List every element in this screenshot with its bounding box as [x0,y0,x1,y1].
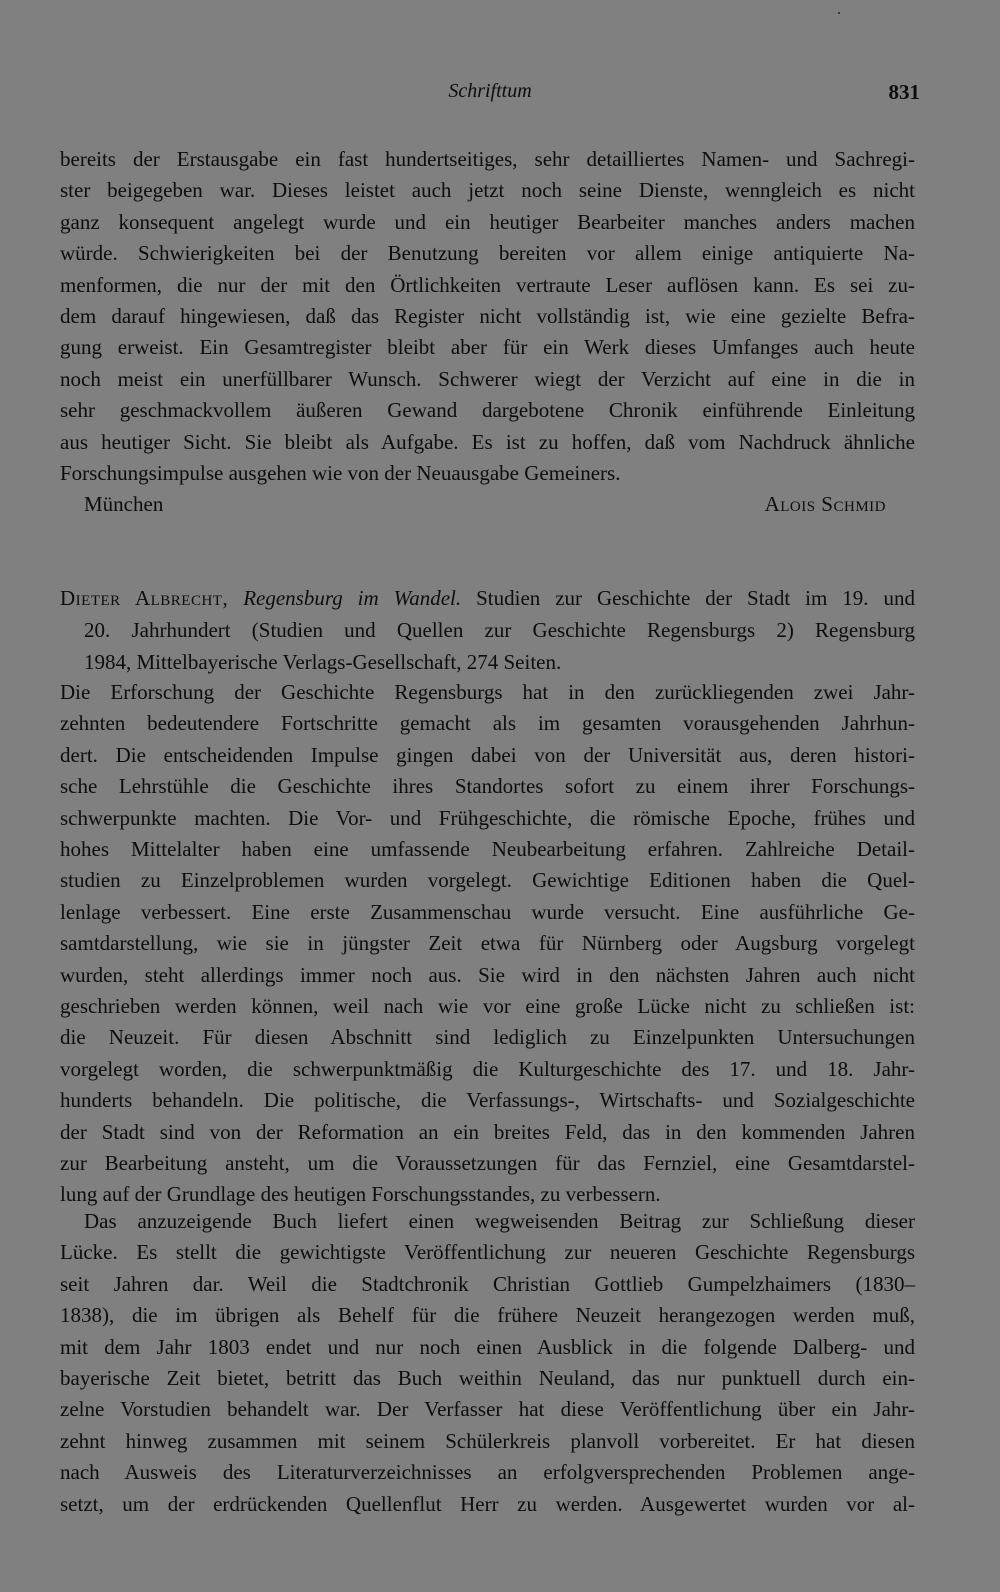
text-line: samtdarstellung, wie sie in jüngster Zeit etwa für Nürnberg oder Augsburg vorgelegt [60,931,915,956]
text-line: lung auf der Grundlage des heutigen Forschungsstandes, zu verbessern. [60,1182,661,1207]
text-line: würde. Schwierigkeiten bei der Benutzung bereiten vor allem einige antiquierte Na- [60,241,915,266]
text-line: Lücke. Es stellt die gewichtigste Veröffentlichung zur neueren Geschichte Regensburgs [60,1240,915,1265]
text-line: bayerische Zeit bietet, betritt das Buch weithin Neuland, das nur punktuell durch ein- [60,1366,915,1390]
text-line: schwerpunkte machten. Die Vor- und Frühgeschichte, die römische Epoche, frühes und [60,805,915,830]
text-line: die Neuzeit. Für diesen Abschnitt sind lediglich zu Einzelpunkten Untersuchungen [60,1025,915,1050]
citation-subtitle: Studien zur Geschichte der Stadt im 19. und [476,586,916,610]
reviewer-name: Alois Schmid [764,492,886,516]
citation-line-3: 1984, Mittelbayerische Verlags-Gesellschaft, 274 Seiten. [84,650,562,674]
citation-title: Regensburg im Wandel. [243,586,462,610]
text-line: der Stadt sind von der Reformation an ein breites Feld, das in den kommenden Jahren [60,1119,915,1144]
reviewer-place: München [84,492,164,516]
citation-line-2: 20. Jahrhundert (Studien und Quellen zur Geschichte Regensburgs 2) Regensburg [84,618,915,642]
text-line: sche Lehrstühle die Geschichte ihres Standortes sofort zu einem ihrer Forschungs- [60,774,915,799]
text-line: vorgelegt worden, die schwerpunktmäßig die Kulturgeschichte des 17. und 18. Jahr- [60,1056,915,1081]
text-line: Das anzuzeigende Buch liefert einen wegweisenden Beitrag zur Schließung dieser [84,1209,915,1233]
text-line: Forschungsimpulse ausgehen wie von der Neuausgabe Gemeiners. [60,461,621,485]
text-line: dert. Die entscheidenden Impulse gingen dabei von der Universität aus, deren histori- [60,742,915,767]
text-line: zehnten bedeutendere Fortschritte gemacht als im gesamten vorausgehenden Jahrhun- [60,711,915,736]
text-line: zelne Vorstudien behandelt war. Der Verfasser hat diese Veröffentlichung über ein Jahr- [60,1397,915,1422]
text-line: lenlage verbessert. Eine erste Zusammenschau wurde versucht. Eine ausführliche Ge- [60,899,915,924]
text-line: seit Jahren dar. Weil die Stadtchronik Christian Gottlieb Gumpelzhaimers (1830– [60,1271,915,1296]
text-line: 1838), die im übrigen als Behelf für die frühere Neuzeit herangezogen werden muß, [60,1303,915,1328]
text-line: menformen, die nur der mit den Örtlichkeiten vertraute Leser auflösen kann. Es sei zu- [60,272,915,297]
text-line: ster beigegeben war. Dieses leistet auch jetzt noch seine Dienste, wenngleich es nicht [60,178,915,203]
text-line: Die Erforschung der Geschichte Regensburgs hat in den zurückliegenden zwei Jahr- [60,680,915,704]
text-line: noch meist ein unerfüllbarer Wunsch. Schwerer wiegt der Verzicht auf eine in die in [60,366,915,391]
text-line: setzt, um der erdrückenden Quellenflut Herr zu werden. Ausgewertet wurden vor al- [60,1491,915,1516]
text-line: mit dem Jahr 1803 endet und nur noch einen Ausblick in die folgende Dalberg- und [60,1334,915,1359]
text-line: zehnt hinweg zusammen mit seinem Schülerkreis planvoll vorbereitet. Er hat diesen [60,1428,915,1453]
text-line: dem darauf hingewiesen, daß das Register nicht vollständig ist, wie eine gezielte Befra- [60,304,915,328]
running-head-title: Schrifttum [448,80,532,102]
text-line: zur Bearbeitung ansteht, um die Voraussetzungen für das Fernziel, eine Gesamtdarstel- [60,1151,915,1175]
text-line: gung erweist. Ein Gesamtregister bleibt aber für ein Werk dieses Umfanges auch heute [60,335,915,360]
citation-author: Dieter Albrecht, [60,586,229,610]
text-line: ganz konsequent angelegt wurde und ein heutiger Bearbeiter manches anders machen [60,209,915,234]
text-line: wurden, steht allerdings immer noch aus. Sie wird in den nächsten Jahren auch nicht [60,962,915,987]
scan-speck [838,12,840,14]
text-line: sehr geschmackvollem äußeren Gewand dargebotene Chronik einführende Einleitung [60,398,915,423]
text-line: bereits der Erstausgabe ein fast hundertseitiges, sehr detailliertes Namen- und Sachregi- [60,147,915,171]
page-number: 831 [888,80,920,104]
text-line: studien zu Einzelproblemen wurden vorgelegt. Gewichtige Editionen haben die Quel- [60,868,915,893]
text-line: nach Ausweis des Literaturverzeichnisses an erfolgversprechenden Problemen ange- [60,1460,915,1485]
text-line: hunderts behandeln. Die politische, die Verfassungs-, Wirtschafts- und Sozialgeschichte [60,1088,915,1113]
text-line: geschrieben werden können, weil nach wie vor eine große Lücke nicht zu schließen ist: [60,994,915,1018]
citation-line-1 [60,584,915,612]
text-line: hohes Mittelalter haben eine umfassende Neubearbeitung erfahren. Zahlreiche Detail- [60,837,915,861]
text-line: aus heutiger Sicht. Sie bleibt als Aufgabe. Es ist zu hoffen, daß vom Nachdruck ähnliche [60,429,915,454]
